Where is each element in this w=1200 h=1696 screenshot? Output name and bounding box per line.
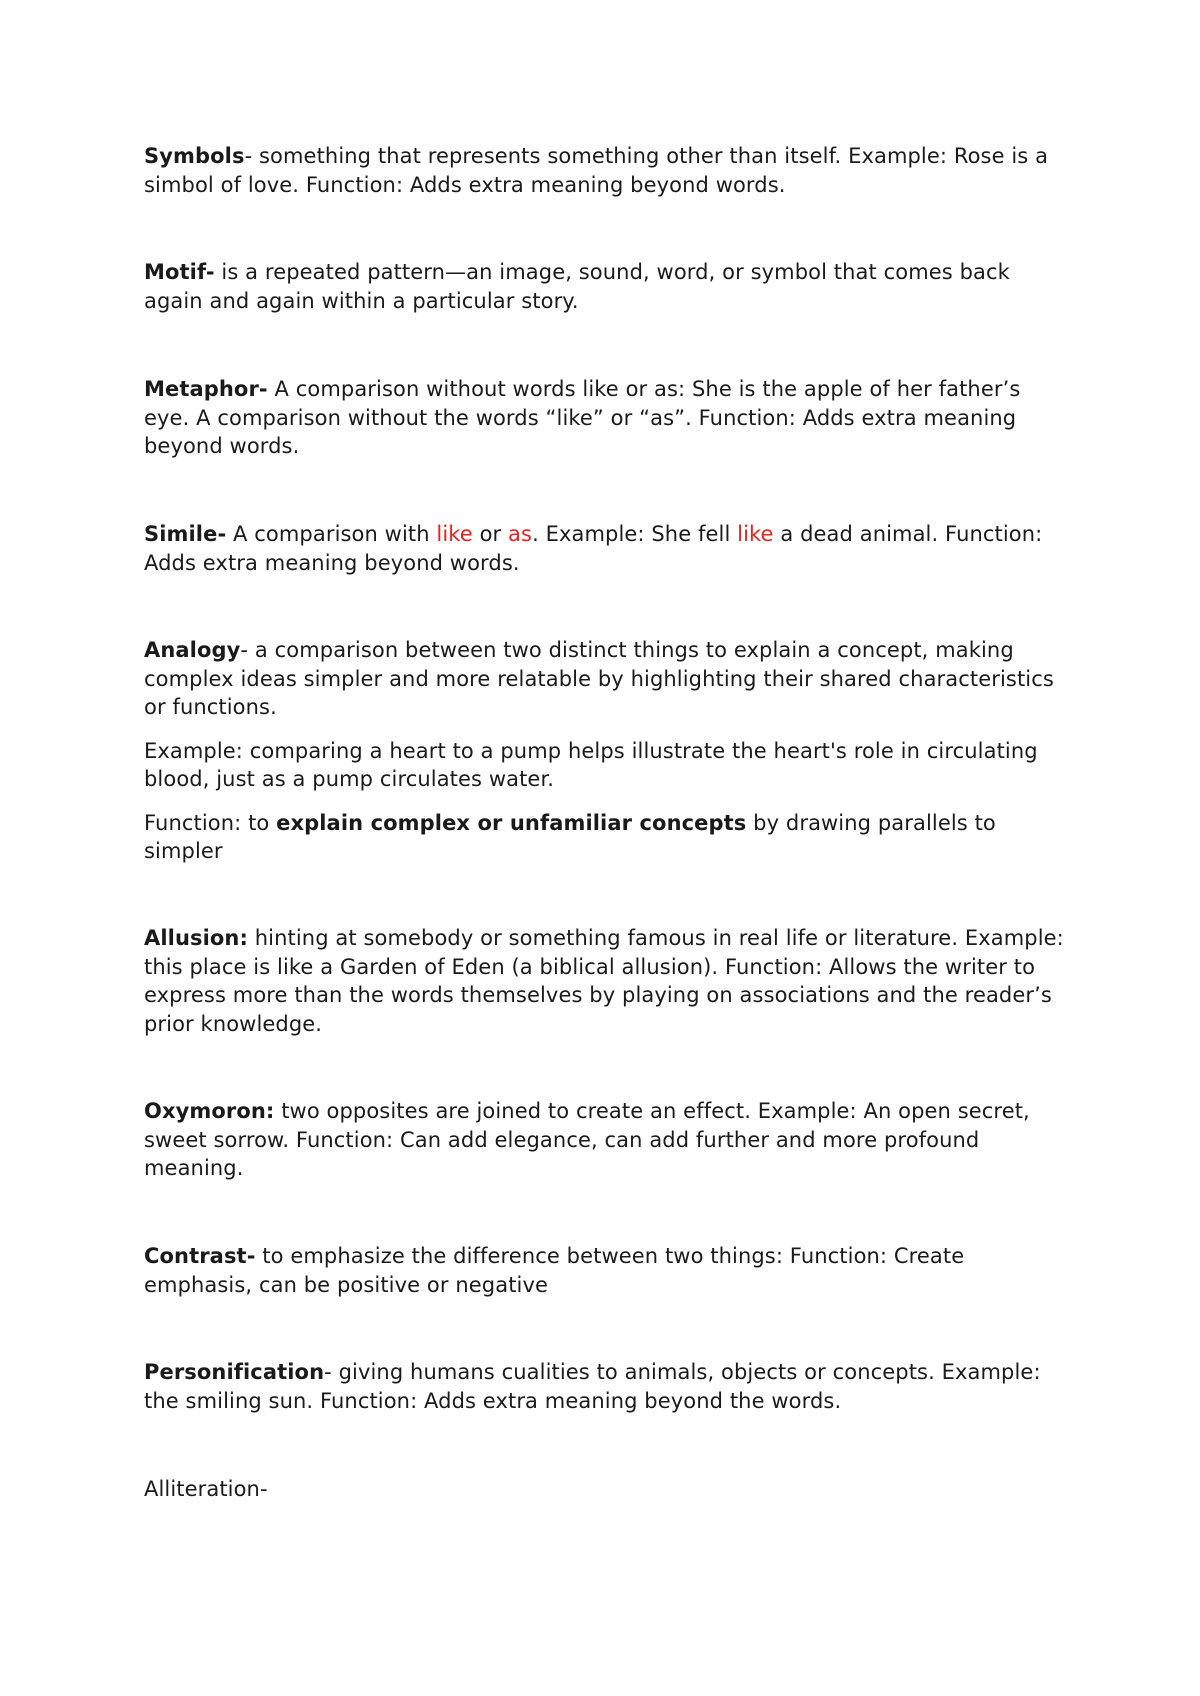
alliteration-heading: Alliteration- xyxy=(144,1477,268,1501)
contrast-definition xyxy=(144,1242,1064,1299)
function-emphasis: explain complex or unfamiliar concepts xyxy=(276,810,747,835)
motif-definition xyxy=(144,258,1064,315)
definition-text: is a repeated pattern—an image, sound, word, or symbol that comes back again and again within a particular story. xyxy=(144,260,1010,313)
entry-allusion xyxy=(144,924,1064,1038)
term-label: Simile- xyxy=(144,522,227,546)
term-label: Motif- xyxy=(144,260,215,284)
definition-text: - something that represents something other than itself. Example: Rose is a simbol of love. Function: Adds extra meaning beyond words. xyxy=(144,144,1049,197)
term-label: Metaphor- xyxy=(144,377,268,401)
term-label: Allusion: xyxy=(144,926,248,950)
definition-text: two opposites are joined to create an effect. Example: An open secret, sweet sorrow. Function: Can add elegance, can add further and more profound meaning. xyxy=(144,1099,1030,1180)
keyword-like: like xyxy=(436,522,473,546)
keyword-like: like xyxy=(737,522,774,546)
entry-personification xyxy=(144,1358,1064,1415)
keyword-as: as xyxy=(508,522,533,546)
personification-definition xyxy=(144,1358,1064,1415)
term-label: Personification xyxy=(144,1360,325,1384)
term-label: Oxymoron: xyxy=(144,1099,275,1123)
definition-text: . Example: She fell xyxy=(532,522,738,546)
entry-motif xyxy=(144,258,1064,315)
definition-text: hinting at somebody or something famous in real life or literature. Example: this place is like a Garden of Eden (a biblical allusion). Function: Allows the writer to express more than the words themselves by playing on associations and the reader’s prior knowledge. xyxy=(144,926,1064,1036)
entry-oxymoron xyxy=(144,1097,1064,1183)
definition-text: to emphasize the difference between two things: Function: Create emphasis, can be positive or negative xyxy=(144,1244,965,1297)
analogy-definition xyxy=(144,636,1064,722)
entry-analogy xyxy=(144,636,1064,866)
entry-symbols xyxy=(144,142,1064,199)
entry-alliteration xyxy=(144,1475,1064,1504)
simile-definition xyxy=(144,520,1064,577)
definition-text: - a comparison between two distinct things to explain a concept, making complex ideas simpler and more relatable by highlighting their shared characteristics or functions. xyxy=(144,638,1054,719)
definition-text: a dead animal. Function: Adds extra meaning beyond words. xyxy=(144,522,1043,575)
entry-simile xyxy=(144,520,1064,577)
function-prefix: Function: to xyxy=(144,810,277,835)
metaphor-definition xyxy=(144,375,1064,461)
definition-text: A comparison with xyxy=(226,522,437,546)
analogy-example: Example: comparing a heart to a pump helps illustrate the heart's role in circulating blood, just as a pump circulates water. xyxy=(144,738,1038,791)
allusion-definition xyxy=(144,924,1064,1038)
analogy-function xyxy=(144,809,1064,866)
oxymoron-definition xyxy=(144,1097,1064,1183)
term-label: Symbols xyxy=(144,144,245,168)
function-suffix: by drawing parallels to simpler xyxy=(144,810,996,863)
definition-text: or xyxy=(472,522,509,546)
definition-text: A comparison without words like or as: She is the apple of her father’s eye. A comparison without the words “like” or “as”. Function: Adds extra meaning beyond words. xyxy=(144,377,1021,458)
term-label: Contrast- xyxy=(144,1244,256,1268)
entry-metaphor xyxy=(144,375,1064,461)
definition-text: - giving humans cualities to animals, objects or concepts. Example: the smiling sun. Function: Adds extra meaning beyond the words. xyxy=(144,1360,1041,1413)
term-label: Analogy xyxy=(144,638,241,662)
symbols-definition xyxy=(144,142,1064,199)
entry-contrast xyxy=(144,1242,1064,1299)
